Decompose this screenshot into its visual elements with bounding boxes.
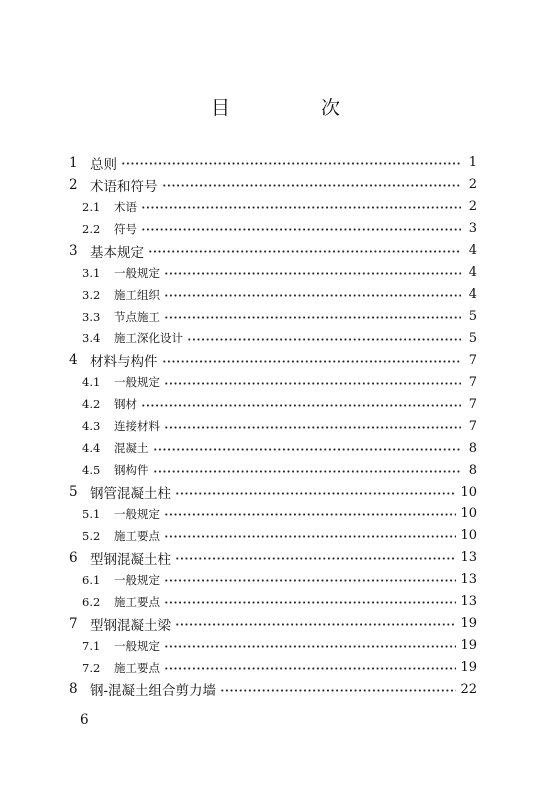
dot-leader: [121, 162, 461, 165]
toc-section-entry[interactable]: [69, 591, 477, 613]
toc-entry-number: 7.1: [82, 638, 101, 653]
toc-entry-page: 22: [460, 681, 477, 697]
toc-entry-page: 7: [468, 374, 477, 390]
toc-section-entry[interactable]: [69, 657, 477, 679]
toc-entry-number: 2.2: [82, 221, 101, 236]
toc-section-entry[interactable]: [69, 437, 477, 459]
toc-chapter-entry[interactable]: [69, 152, 477, 174]
toc-entry-page: 19: [460, 660, 477, 676]
toc-section-entry[interactable]: [69, 306, 477, 328]
toc-section-entry[interactable]: [69, 371, 477, 393]
dot-leader: [164, 579, 456, 582]
dot-leader: [141, 206, 461, 209]
toc-entry-title: 连接材料: [114, 419, 160, 434]
toc-entry-title: 施工要点: [114, 594, 160, 609]
toc-entry-title: 术语: [114, 199, 137, 214]
toc-entry-number: 3.1: [82, 265, 101, 280]
toc-entry-number: 7: [69, 615, 78, 632]
dot-leader: [220, 689, 456, 692]
toc-entry-page: 19: [460, 638, 477, 654]
toc-section-entry[interactable]: [69, 284, 477, 306]
toc-entry-number: 4.4: [82, 441, 101, 456]
toc-chapter-entry[interactable]: [69, 613, 477, 635]
toc-entry-title: 一般规定: [114, 572, 160, 587]
dot-leader: [164, 294, 461, 297]
toc-section-entry[interactable]: [69, 525, 477, 547]
toc-entry-page: 10: [460, 528, 477, 544]
toc-section-entry[interactable]: [69, 635, 477, 657]
toc-chapter-entry[interactable]: [69, 174, 477, 196]
toc-section-entry[interactable]: [69, 196, 477, 218]
dot-leader: [162, 184, 462, 187]
dot-leader: [148, 250, 461, 253]
dot-leader: [164, 667, 456, 670]
toc-entry-page: 4: [468, 243, 477, 259]
dot-leader: [141, 228, 461, 231]
toc-entry-number: 3: [69, 242, 78, 259]
toc-chapter-entry[interactable]: [69, 679, 477, 701]
page-number: 6: [80, 712, 89, 728]
toc-entry-number: 2: [69, 176, 78, 193]
toc-entry-number: 5: [69, 484, 78, 501]
toc-entry-number: 6.2: [82, 594, 101, 609]
toc-entry-number: 4.1: [82, 375, 101, 390]
toc-entry-title: 施工要点: [114, 660, 160, 675]
toc-entry-number: 1: [69, 154, 78, 171]
dot-leader: [164, 382, 461, 385]
dot-leader: [175, 557, 456, 560]
toc-entry-number: 7.2: [82, 660, 101, 675]
toc-entry-page: 2: [468, 199, 477, 215]
toc-section-entry[interactable]: [69, 328, 477, 350]
toc-entry-number: 3.4: [82, 331, 101, 346]
toc-entry-page: 19: [460, 616, 477, 632]
toc-entry-number: 5.1: [82, 506, 101, 521]
toc-entry-title: 型钢混凝土柱: [90, 551, 171, 568]
toc-entry-number: 3.3: [82, 309, 101, 324]
dot-leader: [141, 404, 461, 407]
dot-leader: [164, 513, 456, 516]
toc-entry-page: 7: [468, 352, 477, 368]
toc-entry-title: 符号: [114, 221, 137, 236]
toc-entry-title: 基本规定: [90, 244, 144, 261]
toc-entry-title: 施工要点: [114, 528, 160, 543]
dot-leader: [164, 316, 461, 319]
toc-entry-page: 5: [468, 330, 477, 346]
table-of-contents: [69, 152, 477, 700]
dot-leader: [153, 448, 462, 451]
toc-entry-title: 一般规定: [114, 265, 160, 280]
toc-entry-number: 4: [69, 352, 78, 369]
dot-leader: [164, 601, 456, 604]
page-title: 目 次: [210, 97, 376, 119]
dot-leader: [175, 492, 456, 495]
toc-entry-title: 一般规定: [114, 375, 160, 390]
toc-entry-page: 10: [460, 484, 477, 500]
toc-entry-title: 钢-混凝土组合剪力墙: [90, 683, 217, 700]
toc-entry-title: 钢材: [114, 397, 137, 412]
toc-entry-title: 型钢混凝土梁: [90, 617, 171, 634]
toc-entry-page: 7: [468, 396, 477, 412]
toc-entry-page: 10: [460, 506, 477, 522]
dot-leader: [164, 535, 456, 538]
toc-entry-page: 13: [460, 594, 477, 610]
toc-entry-number: 4.2: [82, 397, 101, 412]
toc-chapter-entry[interactable]: [69, 547, 477, 569]
toc-chapter-entry[interactable]: [69, 349, 477, 371]
dot-leader: [164, 426, 461, 429]
toc-entry-page: 3: [468, 221, 477, 237]
toc-entry-page: 1: [468, 155, 477, 171]
toc-entry-title: 施工组织: [114, 287, 160, 302]
dot-leader: [164, 272, 461, 275]
toc-entry-number: 6: [69, 549, 78, 566]
dot-leader: [175, 623, 456, 626]
toc-entry-number: 5.2: [82, 528, 101, 543]
toc-section-entry[interactable]: [69, 262, 477, 284]
toc-entry-number: 3.2: [82, 287, 101, 302]
toc-section-entry[interactable]: [69, 393, 477, 415]
toc-entry-page: 5: [468, 309, 477, 325]
toc-entry-page: 4: [468, 265, 477, 281]
dot-leader: [164, 645, 456, 648]
toc-entry-page: 13: [460, 572, 477, 588]
toc-entry-page: 4: [468, 287, 477, 303]
toc-entry-number: 4.5: [82, 463, 101, 478]
toc-entry-page: 13: [460, 550, 477, 566]
dot-leader: [162, 360, 462, 363]
toc-entry-page: 8: [468, 462, 477, 478]
toc-section-entry[interactable]: [69, 218, 477, 240]
toc-entry-title: 混凝土: [114, 441, 149, 456]
toc-entry-title: 一般规定: [114, 506, 160, 521]
toc-entry-title: 一般规定: [114, 638, 160, 653]
toc-entry-title: 材料与构件: [90, 354, 158, 371]
toc-entry-page: 7: [468, 418, 477, 434]
toc-chapter-entry[interactable]: [69, 481, 477, 503]
toc-entry-title: 总则: [90, 156, 117, 173]
toc-section-entry[interactable]: [69, 503, 477, 525]
toc-entry-page: 8: [468, 440, 477, 456]
toc-entry-title: 钢管混凝土柱: [90, 486, 171, 503]
toc-section-entry[interactable]: [69, 459, 477, 481]
toc-entry-number: 2.1: [82, 199, 101, 214]
dot-leader: [187, 338, 461, 341]
toc-section-entry[interactable]: [69, 415, 477, 437]
toc-entry-title: 钢构件: [114, 463, 149, 478]
toc-entry-title: 术语和符号: [90, 178, 158, 195]
toc-entry-page: 2: [468, 177, 477, 193]
toc-entry-number: 4.3: [82, 419, 101, 434]
toc-chapter-entry[interactable]: [69, 240, 477, 262]
toc-entry-number: 8: [69, 681, 78, 698]
toc-section-entry[interactable]: [69, 569, 477, 591]
toc-entry-title: 节点施工: [114, 309, 160, 324]
toc-entry-title: 施工深化设计: [114, 331, 183, 346]
toc-entry-number: 6.1: [82, 572, 101, 587]
dot-leader: [153, 470, 462, 473]
